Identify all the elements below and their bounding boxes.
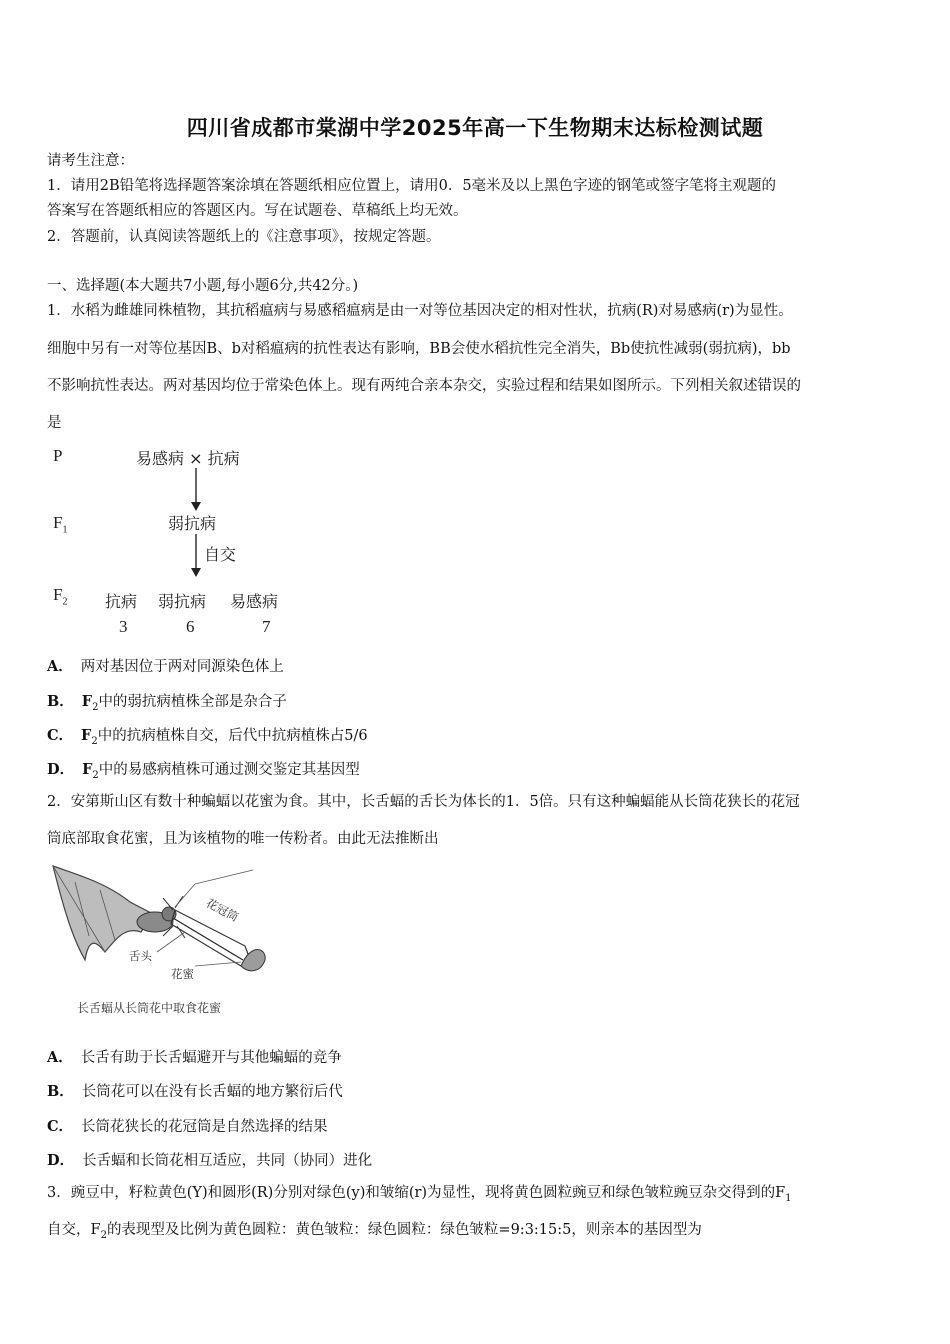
arrow-down-icon xyxy=(190,468,202,512)
q1-stem-line-4: 是 xyxy=(47,415,62,431)
label-tongue: 舌头 xyxy=(129,949,152,963)
f2-phenotype-susceptible: 易感病 xyxy=(230,592,279,611)
q2-stem-line-2: 筒底部取食花蜜，且为该植物的唯一传粉者。由此无法推断出 xyxy=(47,831,439,847)
q1-option-c[interactable]: C． $F_2$中的抗病植株自交，后代中抗病植株占5/6 xyxy=(47,727,368,747)
q2-option-a[interactable]: A． 长舌有助于长舌蝠避开与其他蝙蝠的竞争 xyxy=(47,1049,342,1066)
page-title: 四川省成都市棠湖中学2025年高一下生物期末达标检测试题 xyxy=(186,116,764,140)
q2-option-d[interactable]: D． 长舌蝠和长筒花相互适应，共同（协同）进化 xyxy=(47,1152,373,1169)
q1-stem-line-2: 细胞中另有一对等位基因B、b对稻瘟病的抗性表达有影响，BB会使水稻抗性完全消失，Bb使抗性减弱(弱抗病)，bb xyxy=(47,341,791,357)
f2-phenotype-weak: 弱抗病 xyxy=(158,592,207,611)
p-generation-label: P xyxy=(53,446,63,465)
notice-heading: 请考生注意： xyxy=(47,153,134,169)
f2-ratio-weak: 6 xyxy=(186,617,195,636)
q2-option-b[interactable]: B． 长筒花可以在没有长舌蝠的地方繁衍后代 xyxy=(47,1083,343,1100)
arrow-down-icon xyxy=(190,534,202,578)
q3-stem-line-2: 自交，$F_2$的表现型及比例为黄色圆粒：黄色皱粒：绿色圆粒：绿色皱粒=9:3:15:5，则亲本的基因型为 xyxy=(47,1222,702,1241)
q1-option-d[interactable]: D． $F_2$中的易感病植株可通过测交鉴定其基因型 xyxy=(47,761,360,781)
q1-stem-line-1: 1．水稻为雌雄同株植物，其抗稻瘟病与易感稻瘟病是由一对等位基因决定的相对性状，抗病(R)对易感病(r)为显性。 xyxy=(47,303,793,319)
f2-ratio-susceptible: 7 xyxy=(262,617,271,636)
bat-feeding-figure xyxy=(45,862,270,1022)
parent-cross: 易感病 × 抗病 xyxy=(136,449,240,468)
q1-option-a[interactable]: A． 两对基因位于两对同源染色体上 xyxy=(47,658,284,675)
q3-stem-line-1: 3．豌豆中，籽粒黄色(Y)和圆形(R)分别对绿色(y)和皱缩(r)为显性，现将黄色圆粒豌豆和绿色皱粒豌豆杂交得到的$F_1$ xyxy=(47,1185,792,1204)
notice-item-1-line-2: 答案写在答题纸相应的答题区内。写在试题卷、草稿纸上均无效。 xyxy=(47,203,468,219)
section-heading: 一、选择题(本大题共7小题,每小题6分,共42分。) xyxy=(47,278,359,294)
figure-caption: 长舌蝠从长筒花中取食花蜜 xyxy=(77,1001,222,1015)
label-nectar: 花蜜 xyxy=(171,967,194,981)
f2-generation-label: $F_2$ xyxy=(53,585,68,608)
q2-stem-line-1: 2．安第斯山区有数十种蝙蝠以花蜜为食。其中，长舌蝠的舌长为体长的1．5倍。只有这种蝙蝠能从长筒花狭长的花冠 xyxy=(47,794,800,810)
q1-option-b[interactable]: B． $F_2$中的弱抗病植株全部是杂合子 xyxy=(47,693,287,713)
notice-item-1-line-1: 1．请用2B铅笔将选择题答案涂填在答题纸相应位置上，请用0．5毫米及以上黑色字迹的钢笔或签字笔将主观题的 xyxy=(47,178,777,194)
f1-phenotype: 弱抗病 xyxy=(168,514,217,533)
notice-item-2: 2．答题前，认真阅读答题纸上的《注意事项》，按规定答题。 xyxy=(47,229,441,245)
f1-generation-label: $F_1$ xyxy=(53,513,68,536)
f2-phenotype-resistant: 抗病 xyxy=(105,592,138,611)
q1-stem-line-3: 不影响抗性表达。两对基因均位于常染色体上。现有两纯合亲本杂交，实验过程和结果如图所示。下列相关叙述错误的 xyxy=(47,378,801,394)
selfing-label: 自交 xyxy=(204,545,237,564)
genetic-cross-diagram xyxy=(40,440,300,640)
label-corolla-tube: 花冠筒 xyxy=(203,895,241,925)
f2-ratio-resistant: 3 xyxy=(119,617,128,636)
bat-illustration xyxy=(45,862,270,997)
q2-option-c[interactable]: C． 长筒花狭长的花冠筒是自然选择的结果 xyxy=(47,1118,328,1135)
